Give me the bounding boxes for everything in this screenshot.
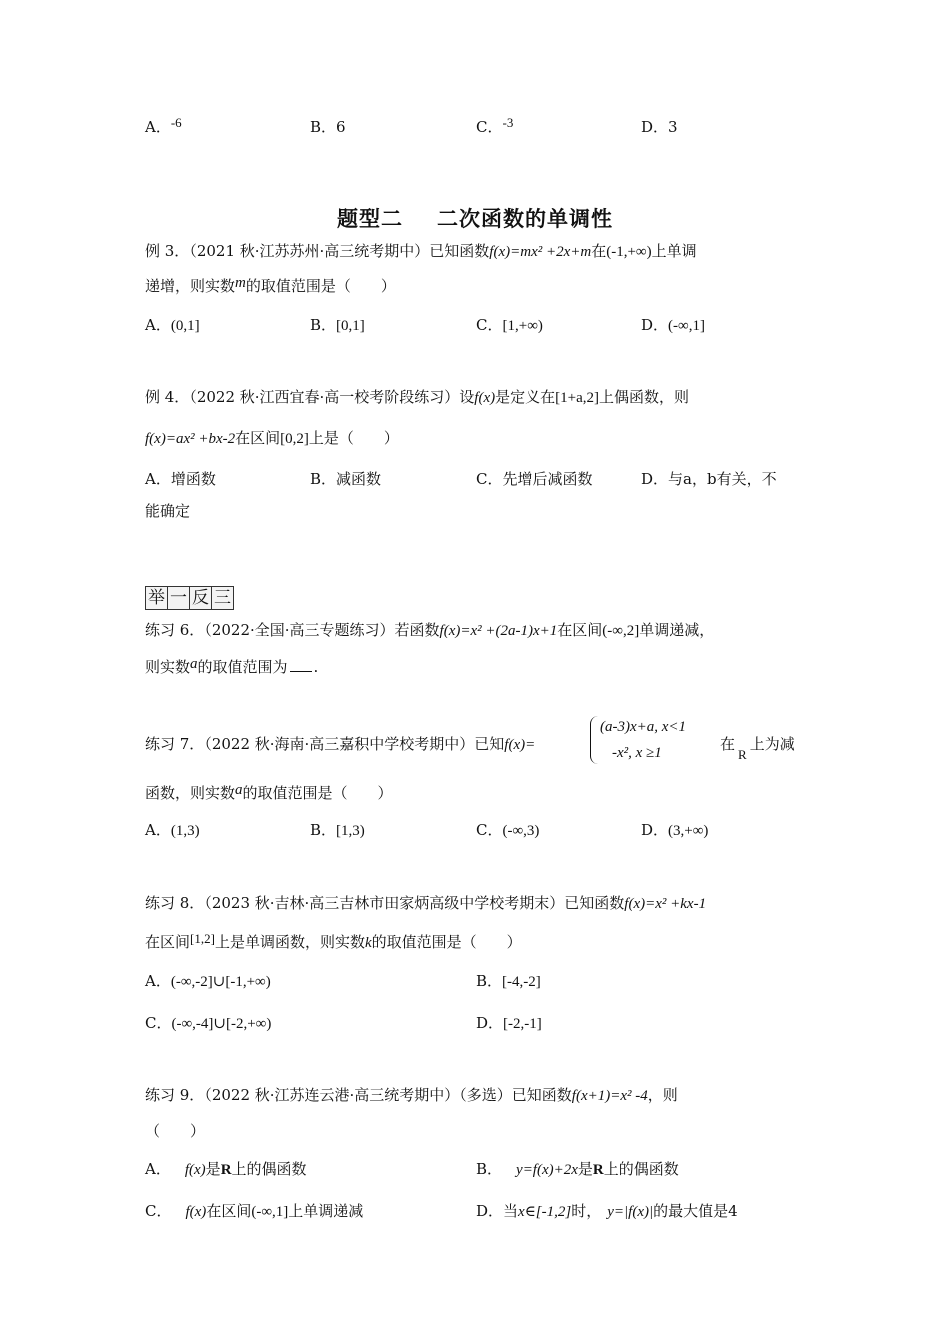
- option-b[interactable]: [310, 116, 346, 138]
- p8-option-b[interactable]: B．[-4,-2]: [476, 972, 541, 990]
- ex4-option-d-wrap: 能确定: [145, 502, 191, 520]
- practice-9-line2: （ ）: [145, 1122, 206, 1140]
- option-d[interactable]: [641, 116, 678, 138]
- example-3-line2: 递增，则实数m的取值范围是（ ）: [145, 275, 396, 295]
- ex4-option-a[interactable]: A．增函数: [145, 470, 216, 488]
- p7-option-c[interactable]: C．(-∞,3): [476, 821, 540, 839]
- option-value: 6: [336, 118, 346, 136]
- ex3-option-a[interactable]: A．(0,1]: [145, 316, 200, 334]
- math-expression: f(x+1)=x² -4: [571, 1088, 648, 1104]
- piecewise-case-2: -x², x ≥1: [612, 745, 662, 761]
- option-label: D．: [641, 118, 669, 136]
- ex3-option-b[interactable]: B．[0,1]: [310, 316, 365, 334]
- example-4-line2: f(x)=ax² +bx-2在区间[0,2]上是（ ）: [145, 429, 399, 447]
- option-c[interactable]: [476, 116, 513, 139]
- practice-7-line2: 函数，则实数a的取值范围是（ ）: [145, 782, 393, 802]
- math-interval: (-1,+∞): [606, 244, 652, 260]
- ex3-option-d[interactable]: D．(-∞,1]: [641, 316, 705, 334]
- practice-9-line1: 练习 9．（2022 秋·江苏连云港·高三统考期中）（多选）已知函数f(x+1)=x² -4，则: [145, 1086, 678, 1104]
- option-label: A．: [145, 118, 171, 136]
- p7-option-b[interactable]: B．[1,3): [310, 821, 365, 839]
- math-expression: f(x)=x² +(2a-1)x+1: [439, 623, 558, 639]
- ex4-option-b[interactable]: B．减函数: [310, 470, 382, 488]
- example-3-line1: 例 3．（2021 秋·江苏苏州·高三统考期中）已知函数f(x)=mx² +2x+m在(-1,+∞)上单调: [145, 242, 697, 260]
- option-value: -3: [502, 115, 514, 130]
- p8-option-a[interactable]: A．(-∞,-2]∪[-1,+∞): [145, 972, 271, 990]
- math-expression: f(x)=x² +kx-1: [624, 896, 707, 912]
- section-title: 题型二 二次函数的单调性: [337, 207, 613, 231]
- option-label: C．: [476, 118, 503, 136]
- piecewise-case-1: (a-3)x+a, x<1: [600, 719, 687, 735]
- practice-6-line1: 练习 6．（2022·全国·高三专题练习）若函数f(x)=x² +(2a-1)x+1在区间(-∞,2]单调递减，: [145, 621, 715, 639]
- p8-option-d[interactable]: D．[-2,-1]: [476, 1014, 542, 1032]
- practice-8-line1: 练习 8．（2023 秋·吉林·高三吉林市田家炳高级中学校考期末）已知函数f(x)=x² +kx-1: [145, 894, 707, 912]
- option-label: B．: [310, 118, 337, 136]
- option-a[interactable]: [145, 116, 182, 139]
- ex4-option-c[interactable]: C．先增后减函数: [476, 470, 593, 488]
- answer-blank[interactable]: [290, 657, 312, 672]
- practice-7-line1-tail: 在R上为减: [720, 735, 795, 762]
- practice-7-line1: 练习 7．（2022 秋·海南·高三嘉积中学校考期中）已知f(x)=: [145, 735, 536, 753]
- math-expression: f(x)=ax² +bx-2: [145, 431, 236, 447]
- practice-8-line2: 在区间[1,2]上是单调函数，则实数k的取值范围是（ ）: [145, 931, 522, 951]
- p7-option-a[interactable]: A．(1,3): [145, 821, 200, 839]
- p7-option-d[interactable]: D．(3,+∞): [641, 821, 709, 839]
- example-4-line1: 例 4．（2022 秋·江西宜春·高一校考阶段练习）设f(x)是定义在[1+a,2]上偶函数，则: [145, 388, 690, 406]
- piecewise-brace: [590, 716, 599, 764]
- practice-badge: 举 一 反 三: [145, 586, 233, 610]
- option-value: -6: [170, 115, 182, 130]
- math-expression: f(x)=mx² +2x+m: [489, 244, 592, 260]
- p9-option-a[interactable]: A． f(x)是R上的偶函数: [145, 1160, 307, 1178]
- p9-option-d[interactable]: D．当x∈[-1,2]时， y=|f(x)|的最大值是4: [476, 1202, 738, 1220]
- p8-option-c[interactable]: C．(-∞,-4]∪[-2,+∞): [145, 1014, 272, 1032]
- option-value: 3: [668, 118, 678, 136]
- p9-option-b[interactable]: B． y=f(x)+2x是R上的偶函数: [476, 1160, 679, 1178]
- p9-option-c[interactable]: C． f(x)在区间(-∞,1]上单调递减: [145, 1202, 364, 1220]
- ex4-option-d[interactable]: D．与a，b有关，不: [641, 470, 777, 488]
- practice-6-line2: 则实数a的取值范围为 .: [145, 656, 319, 676]
- ex3-option-c[interactable]: C．[1,+∞): [476, 316, 543, 334]
